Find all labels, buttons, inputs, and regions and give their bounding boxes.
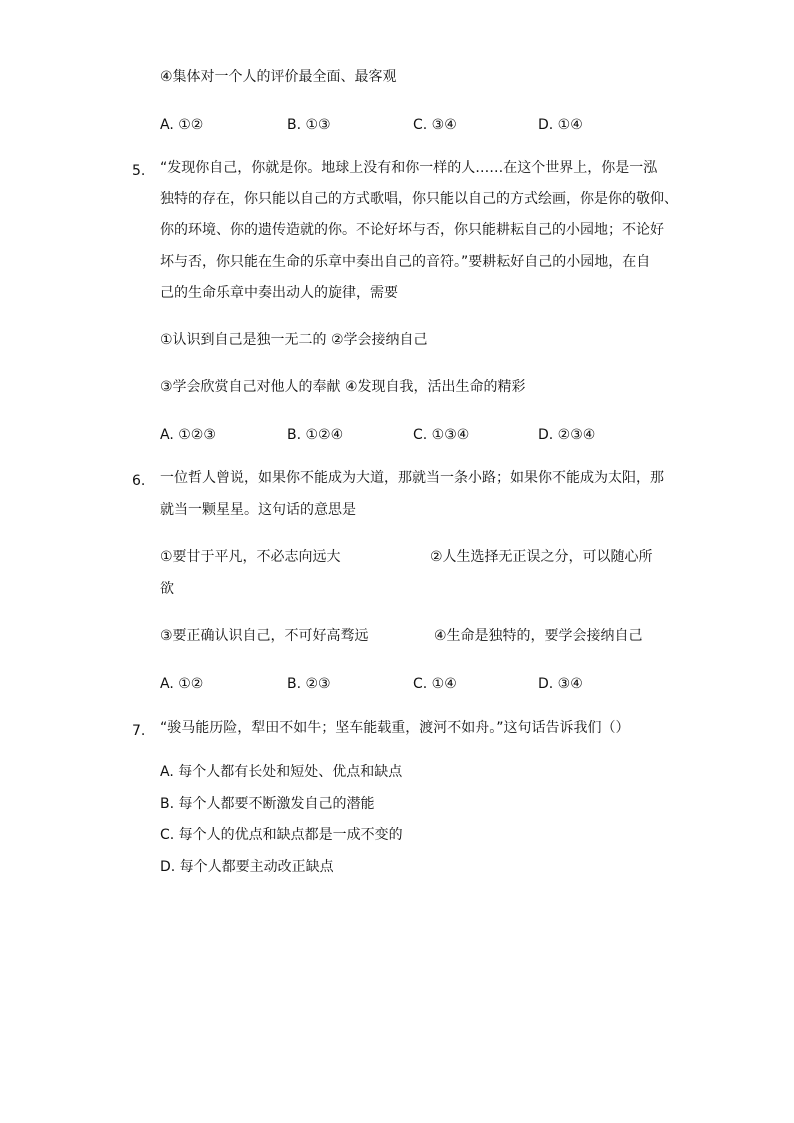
q7-number: 7. <box>132 723 146 739</box>
q5-stem-line-1: “发现你自己，你就是你。地球上没有和你一样的人……在这个世界上，你是一泓 <box>160 160 658 176</box>
q4-option-c: C. ③④ <box>413 117 457 133</box>
q7-option-b: B. 每个人都要不断激发自己的潜能 <box>160 796 375 812</box>
q6-option-d: D. ③④ <box>538 676 583 692</box>
q5-stem-line-5: 己的生命乐章中奏出动人的旋律，需要 <box>160 285 398 301</box>
q6-statement-4: ④生命是独特的，要学会接纳自己 <box>434 628 643 644</box>
q5-stem-line-3: 你的环境、你的遗传造就的你。不论好坏与否，你只能耕耘自己的小园地；不论好 <box>160 222 664 238</box>
q4-option-d: D. ①④ <box>538 117 583 133</box>
q7-option-d: D. 每个人都要主动改正缺点 <box>160 859 334 875</box>
q4-option-b: B. ①③ <box>287 117 331 133</box>
q5-number: 5. <box>132 163 146 179</box>
q7-option-c: C. 每个人的优点和缺点都是一成不变的 <box>160 827 403 843</box>
q7-option-a: A. 每个人都有长处和短处、优点和缺点 <box>160 764 403 780</box>
q5-stem-line-4: 坏与否，你只能在生命的乐章中奏出自己的音符。”要耕耘好自己的小园地，在自 <box>160 254 651 270</box>
q5-option-d: D. ②③④ <box>538 427 596 443</box>
q6-number: 6. <box>132 473 146 489</box>
q6-stem-line-2: 就当一颗星星。这句话的意思是 <box>160 502 356 518</box>
q7-stem: “骏马能历险，犁田不如牛；坚车能载重，渡河不如舟。”这句话告诉我们（） <box>160 720 630 736</box>
q6-statement-1: ①要甘于平凡，不必志向远大 <box>160 549 341 565</box>
q6-option-c: C. ①④ <box>413 676 457 692</box>
q6-statement-3: ③要正确认识自己，不可好高骛远 <box>160 628 369 644</box>
q5-statements-1-2: ①认识到自己是独一无二的 ②学会接纳自己 <box>160 332 428 348</box>
q4-option-a: A. ①② <box>160 117 204 133</box>
q6-statement-2: ②人生选择无正误之分，可以随心所 <box>430 549 653 565</box>
q5-option-a: A. ①②③ <box>160 427 216 443</box>
q6-option-b: B. ②③ <box>287 676 331 692</box>
q5-statements-3-4: ③学会欣赏自己对他人的奉献 ④发现自我，活出生命的精彩 <box>160 379 526 395</box>
q6-statement-2-wrap: 欲 <box>160 581 174 597</box>
q4-statement-4: ④集体对一个人的评价最全面、最客观 <box>160 69 397 85</box>
q5-option-b: B. ①②④ <box>287 427 344 443</box>
q5-stem-line-2: 独特的存在，你只能以自己的方式歌唱，你只能以自己的方式绘画，你是你的敬仰、 <box>160 191 678 207</box>
q6-stem-line-1: 一位哲人曾说，如果你不能成为大道，那就当一条小路；如果你不能成为太阳，那 <box>160 470 664 486</box>
q5-option-c: C. ①③④ <box>413 427 470 443</box>
q6-option-a: A. ①② <box>160 676 204 692</box>
